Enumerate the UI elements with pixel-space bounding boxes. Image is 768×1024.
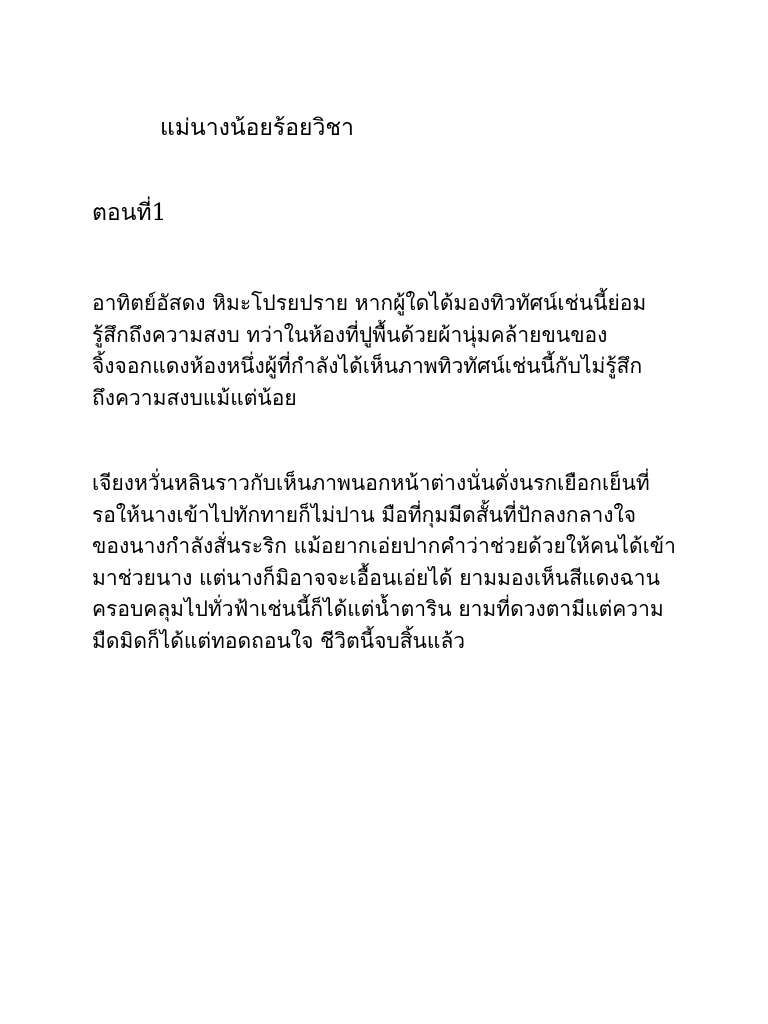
paragraph-line: จิ้งจอกแดงห้องหนึ่งผู้ที่กำลังได้เห็นภาพทิวทัศน์เช่นนี้กับไม่รู้สึก bbox=[92, 354, 643, 378]
paragraph bbox=[92, 288, 692, 414]
paragraph bbox=[92, 468, 692, 657]
paragraph-line: อาทิตย์อัสดง หิมะโปรยปราย หากผู้ใดได้มองทิวทัศน์เช่นนี้ย่อม bbox=[92, 291, 647, 315]
paragraph-line: ครอบคลุมไปทั่วฟ้าเช่นนี้ก็ได้แต่น้ำตาริน ยามที่ดวงตามีแต่ความ bbox=[92, 597, 664, 621]
paragraph-line: รอให้นางเข้าไปทักทายก็ไม่ปาน มือที่กุมมีดสั้นที่ปักลงกลางใจ bbox=[92, 502, 637, 527]
paragraph-line: รู้สึกถึงความสงบ ทว่าในห้องที่ปูพื้นด้วยผ้านุ่มคล้ายขนของ bbox=[92, 322, 608, 347]
document-title: แม่นางน้อยร้อยวิชา bbox=[160, 115, 354, 141]
paragraph-line: มาช่วยนาง แต่นางก็มิอาจจะเอื้อนเอ่ยได้ ยามมองเห็นสีแดงฉาน bbox=[92, 565, 660, 590]
chapter-heading: ตอนที่1 bbox=[92, 200, 167, 226]
paragraph-line: มืดมิดก็ได้แต่ทอดถอนใจ ชีวิตนี้จบสิ้นแล้ว bbox=[92, 628, 466, 653]
paragraph-line: ถึงความสงบแม้แต่น้อย bbox=[92, 385, 297, 410]
paragraph-line: เจียงหวั่นหลินราวกับเห็นภาพนอกหน้าต่างนั่นดั่งนรกเยือกเย็นที่ bbox=[92, 471, 650, 495]
paragraph-line: ของนางกำลังสั่นระริก แม้อยากเอ่ยปากคำว่าช่วยด้วยให้คนได้เข้า bbox=[92, 534, 676, 558]
